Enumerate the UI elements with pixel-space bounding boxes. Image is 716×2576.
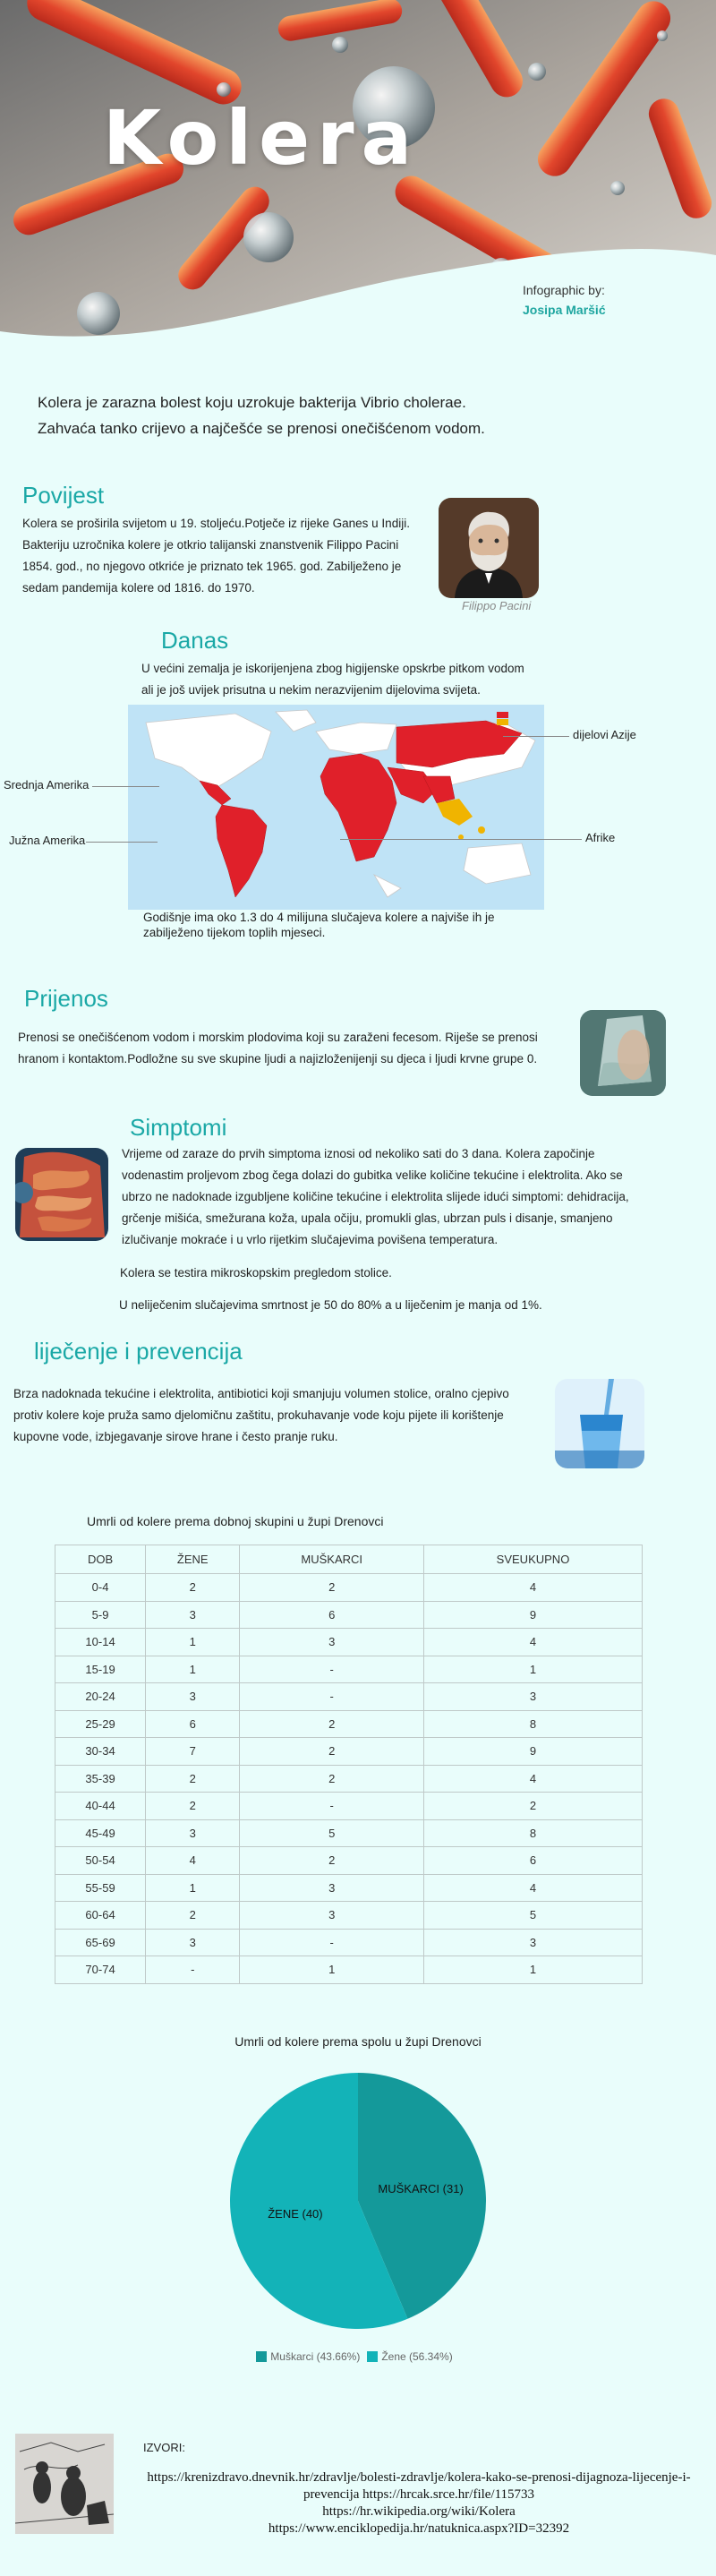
sex-pie-chart: [224, 2067, 492, 2335]
column-header: MUŠKARCI: [240, 1545, 424, 1574]
text-line: Vrijeme od zaraze do prvih simptoma iznosi od nekoliko sati do 3 dana. Kolera započinje: [122, 1147, 595, 1160]
column-header: DOB: [55, 1545, 146, 1574]
table-cell: 8: [423, 1710, 642, 1738]
map-label-south-america: Južna Amerika: [9, 834, 86, 847]
intro-line: Kolera je zarazna bolest koju uzrokuje bakterija Vibrio cholerae.: [38, 394, 466, 411]
leader-line: [503, 736, 569, 737]
legend-item: [256, 2350, 360, 2363]
legend-label: Žene (56.34%): [381, 2350, 453, 2363]
table-cell: -: [146, 1956, 240, 1984]
povijest-text: [22, 513, 443, 599]
mortality-line: U neliječenim slučajevima smrtnost je 50 do 80% a u liječenim je manja od 1%.: [119, 1298, 542, 1312]
portrait-caption: Filippo Pacini: [462, 599, 532, 612]
table-row: [55, 1793, 643, 1820]
table-cell: -: [240, 1793, 424, 1820]
legend-swatch: [256, 2351, 267, 2362]
table-cell: 2: [240, 1765, 424, 1793]
intro-line: Zahvaća tanko crijevo a najčešće se prenosi onečišćenom vodom.: [38, 420, 485, 437]
text-line: vodenastim proljevom zbog čega dolazi do gubitka velike količine tekućine i elektrolita. Ako se: [122, 1168, 623, 1182]
byline-author: Josipa Maršić: [523, 303, 606, 317]
leader-line: [86, 842, 158, 843]
table-row: [55, 1765, 643, 1793]
deaths-by-age-table: [55, 1545, 643, 1984]
text-line: izlučivanje mokraće i u vrlo rijetkim slučajevima povišena temperatura.: [122, 1233, 499, 1246]
table-cell: 1: [423, 1956, 642, 1984]
table-cell: 4: [146, 1847, 240, 1875]
table-cell: 9: [423, 1601, 642, 1629]
section-heading-prijenos: Prijenos: [24, 985, 108, 1012]
table-cell: 1: [240, 1956, 424, 1984]
table-cell: 2: [146, 1793, 240, 1820]
map-label-asia: dijelovi Azije: [573, 728, 636, 741]
table-cell: 0-4: [55, 1574, 146, 1602]
column-header: ŽENE: [146, 1545, 240, 1574]
table-cell: 10-14: [55, 1629, 146, 1656]
historical-illustration: [15, 2434, 114, 2534]
table-cell: 2: [423, 1793, 642, 1820]
text-line: Kolera se proširila svijetom u 19. stoljeću.Potječe iz rijeke Ganes u Indiji.: [22, 517, 410, 530]
table-row: [55, 1710, 643, 1738]
pie-slice-label: MUŠKARCI (31): [378, 2181, 464, 2195]
table-cell: 3: [146, 1601, 240, 1629]
table-cell: 1: [146, 1874, 240, 1902]
byline: [523, 280, 606, 320]
source-link[interactable]: prevencija https://hrcak.srce.hr/file/115733: [303, 2487, 535, 2502]
table-row: [55, 1629, 643, 1656]
prijenos-text: [18, 1027, 582, 1070]
table-row: [55, 1574, 643, 1602]
danas-text: [141, 658, 562, 701]
text-line: ubrzo ne nadoknade izgubljene količine tekućine i elektrolita slijede idući simptomi: dehidracija,: [122, 1190, 629, 1203]
text-line: Brza nadoknada tekućine i elektrolita, antibiotici koji smanjuju volumen stolice, oralno cjepivo: [13, 1387, 509, 1400]
table-row: [55, 1929, 643, 1956]
table-cell: 6: [423, 1847, 642, 1875]
water-glass-image: [555, 1379, 644, 1468]
chart-title: Umrli od kolere prema spolu u župi Drenovci: [234, 2034, 482, 2049]
table-row: [55, 1819, 643, 1847]
table-cell: 2: [146, 1574, 240, 1602]
table-cell: 45-49: [55, 1819, 146, 1847]
lijecenje-text: [13, 1383, 550, 1448]
text-line: kupovne vode, izbjegavanje sirove hrane i često pranje ruku.: [13, 1430, 338, 1443]
table-cell: 5-9: [55, 1601, 146, 1629]
text-line: Prenosi se onečišćenom vodom i morskim plodovima koji su zaraženi fecesom. Riješe se prenosi: [18, 1031, 538, 1044]
column-header: SVEUKUPNO: [423, 1545, 642, 1574]
table-cell: 30-34: [55, 1738, 146, 1766]
table-cell: 2: [240, 1738, 424, 1766]
legend-item: [367, 2350, 452, 2363]
pacini-portrait: [439, 498, 539, 598]
table-cell: 3: [423, 1683, 642, 1711]
table-cell: 3: [240, 1629, 424, 1656]
source-link[interactable]: https://krenizdravo.dnevnik.hr/zdravlje/bolesti-zdravlje/kolera-kako-se-prenosi-dijagnoza-lijecenje-i-: [147, 2470, 691, 2485]
table-cell: -: [240, 1683, 424, 1711]
table-cell: 1: [423, 1656, 642, 1683]
text-line: Bakteriju uzročnika kolere je otkrio talijanski znanstvenik Filippo Pacini: [22, 538, 399, 552]
simptomi-text: [122, 1143, 677, 1251]
section-heading-danas: Danas: [161, 627, 229, 654]
text-line: protiv kolere koje pruža samo djelomičnu zaštitu, prokuhavanje vode koju pijete ili korištenje: [13, 1408, 504, 1422]
leader-line: [92, 786, 159, 787]
table-cell: 2: [240, 1710, 424, 1738]
table-cell: 6: [240, 1601, 424, 1629]
legend-label: Muškarci (43.66%): [270, 2350, 361, 2363]
source-link[interactable]: https://www.enciklopedija.hr/natuknica.aspx?ID=32392: [268, 2521, 570, 2536]
table-cell: 50-54: [55, 1847, 146, 1875]
table-cell: 4: [423, 1574, 642, 1602]
table-cell: -: [240, 1929, 424, 1956]
sources-list: [124, 2469, 714, 2537]
text-line: zabilježeno tijekom toplih mjeseci.: [143, 926, 326, 939]
pie-slice-label: ŽENE (40): [268, 2207, 323, 2221]
intestine-image: [15, 1148, 108, 1241]
table-cell: 4: [423, 1765, 642, 1793]
table-cell: 3: [240, 1902, 424, 1930]
table-cell: 3: [240, 1874, 424, 1902]
intro-text: [38, 389, 664, 441]
table-title: Umrli od kolere prema dobnoj skupini u župi Drenovci: [87, 1514, 384, 1528]
table-cell: 55-59: [55, 1874, 146, 1902]
table-cell: 3: [146, 1929, 240, 1956]
table-cell: 7: [146, 1738, 240, 1766]
text-line: 1854. god., no njegovo otkriće je priznato tek 1965. god. Zabilježeno je: [22, 560, 402, 573]
table-cell: 6: [146, 1710, 240, 1738]
table-cell: 4: [423, 1629, 642, 1656]
table-cell: 3: [146, 1683, 240, 1711]
table-row: [55, 1902, 643, 1930]
table-cell: 60-64: [55, 1902, 146, 1930]
table-cell: 2: [146, 1765, 240, 1793]
table-cell: 65-69: [55, 1929, 146, 1956]
danas-footer-text: [143, 910, 564, 940]
legend-swatch: [367, 2351, 378, 2362]
page-title: Kolera: [103, 94, 420, 182]
table-cell: 1: [146, 1629, 240, 1656]
table-cell: 2: [240, 1847, 424, 1875]
table-cell: 25-29: [55, 1710, 146, 1738]
table-cell: 9: [423, 1738, 642, 1766]
byline-prefix: Infographic by:: [523, 283, 605, 297]
table-row: [55, 1738, 643, 1766]
text-line: U većini zemalja je iskorijenjena zbog higijenske opskrbe pitkom vodom: [141, 662, 524, 675]
table-cell: 4: [423, 1874, 642, 1902]
section-heading-lijecenje: liječenje i prevencija: [34, 1338, 243, 1365]
table-cell: 40-44: [55, 1793, 146, 1820]
table-cell: 35-39: [55, 1765, 146, 1793]
table-cell: 2: [146, 1902, 240, 1930]
water-sample-image: [580, 1010, 666, 1096]
source-link[interactable]: https://hr.wikipedia.org/wiki/Kolera: [322, 2504, 516, 2519]
table-cell: 5: [423, 1902, 642, 1930]
table-cell: 2: [240, 1574, 424, 1602]
text-line: hranom i kontaktom.Podložne su sve skupine ljudi a najizloženijenji su djeca i ljudi krvne grupe 0.: [18, 1052, 538, 1065]
table-header-row: [55, 1545, 643, 1574]
table-row: [55, 1874, 643, 1902]
text-line: Godišnje ima oko 1.3 do 4 milijuna slučajeva kolere a najviše ih je: [143, 911, 495, 924]
test-line: Kolera se testira mikroskopskim pregledom stolice.: [120, 1266, 392, 1279]
leader-line: [340, 839, 582, 840]
table-row: [55, 1683, 643, 1711]
table-cell: 15-19: [55, 1656, 146, 1683]
table-cell: 20-24: [55, 1683, 146, 1711]
section-heading-simptomi: Simptomi: [130, 1114, 227, 1141]
table-cell: 70-74: [55, 1956, 146, 1984]
text-line: ali je još uvijek prisutna u nekim nerazvijenim dijelovima svijeta.: [141, 683, 481, 697]
text-line: grčenje mišića, smežurana koža, upala očiju, promukli glas, ubrzan puls i disanje, smanjeno: [122, 1211, 613, 1225]
sources-heading: IZVORI:: [143, 2441, 185, 2454]
table-cell: 5: [240, 1819, 424, 1847]
table-cell: 8: [423, 1819, 642, 1847]
table-row: [55, 1656, 643, 1683]
table-row: [55, 1956, 643, 1984]
map-label-central-america: Srednja Amerika: [4, 778, 90, 792]
table-cell: 3: [146, 1819, 240, 1847]
section-heading-povijest: Povijest: [22, 482, 105, 509]
chart-legend: [0, 2350, 716, 2363]
table-cell: 3: [423, 1929, 642, 1956]
table-cell: 1: [146, 1656, 240, 1683]
table-row: [55, 1601, 643, 1629]
table-cell: -: [240, 1656, 424, 1683]
table-row: [55, 1847, 643, 1875]
world-map: [128, 705, 544, 910]
map-label-africa: Afrike: [585, 831, 616, 844]
text-line: sedam pandemija kolere od 1816. do 1970.: [22, 581, 255, 595]
